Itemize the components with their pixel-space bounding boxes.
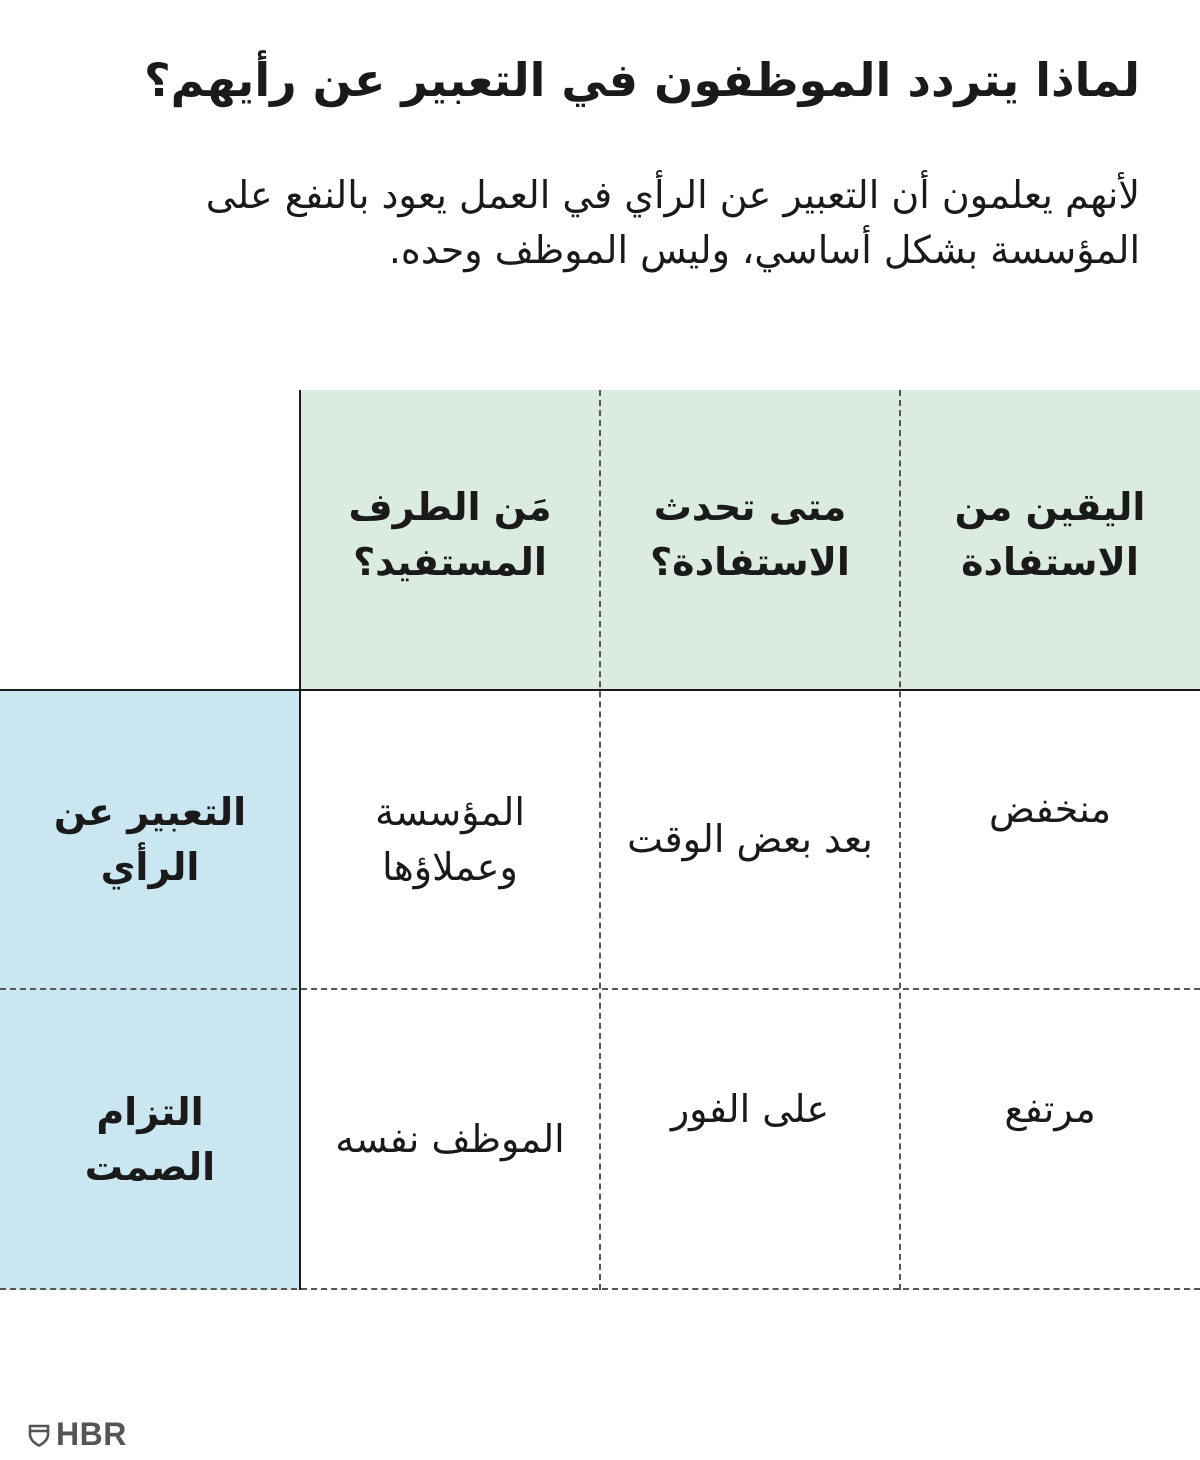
comparison-table: [0, 390, 1200, 1290]
page-subtitle: لأنهم يعلمون أن التعبير عن الرأي في العمل يعود بالنفع على المؤسسة بشكل أساسي، وليس الموظف وحده.: [205, 173, 1140, 273]
cell-text: بعد بعض الوقت: [627, 817, 873, 862]
table-cell: [900, 690, 1200, 990]
table-cell: [900, 990, 1200, 1290]
row-label-text: التزام الصمت: [84, 1089, 216, 1189]
row-label-staying-silent: [0, 990, 300, 1290]
hbr-logo-text: HBR: [56, 1416, 127, 1452]
cell-text: المؤسسة وعملاؤها: [375, 789, 525, 889]
table-cell: [600, 990, 900, 1290]
column-header-certainty: [900, 390, 1200, 690]
cell-text: مرتفع: [1004, 1087, 1096, 1132]
column-header-beneficiary: [300, 390, 600, 690]
column-header-label: اليقين من الاستفادة: [954, 484, 1146, 584]
column-header-label: مَن الطرف المستفيد؟: [348, 484, 552, 584]
table-cell: [300, 690, 600, 990]
column-header-timing: [600, 390, 900, 690]
hbr-logo: [28, 1416, 127, 1453]
table-cell: [300, 990, 600, 1290]
cell-text: الموظف نفسه: [335, 1117, 565, 1162]
page-title: لماذا يتردد الموظفون في التعبير عن رأيهم؟: [143, 53, 1140, 107]
row-label-speaking-up: [0, 690, 300, 990]
column-header-label: متى تحدث الاستفادة؟: [650, 484, 850, 584]
cell-text: منخفض: [988, 787, 1112, 832]
hbr-shield-icon: [28, 1423, 50, 1447]
row-label-text: التعبير عن الرأي: [53, 789, 247, 889]
cell-text: على الفور: [670, 1087, 830, 1132]
table-cell: [600, 690, 900, 990]
